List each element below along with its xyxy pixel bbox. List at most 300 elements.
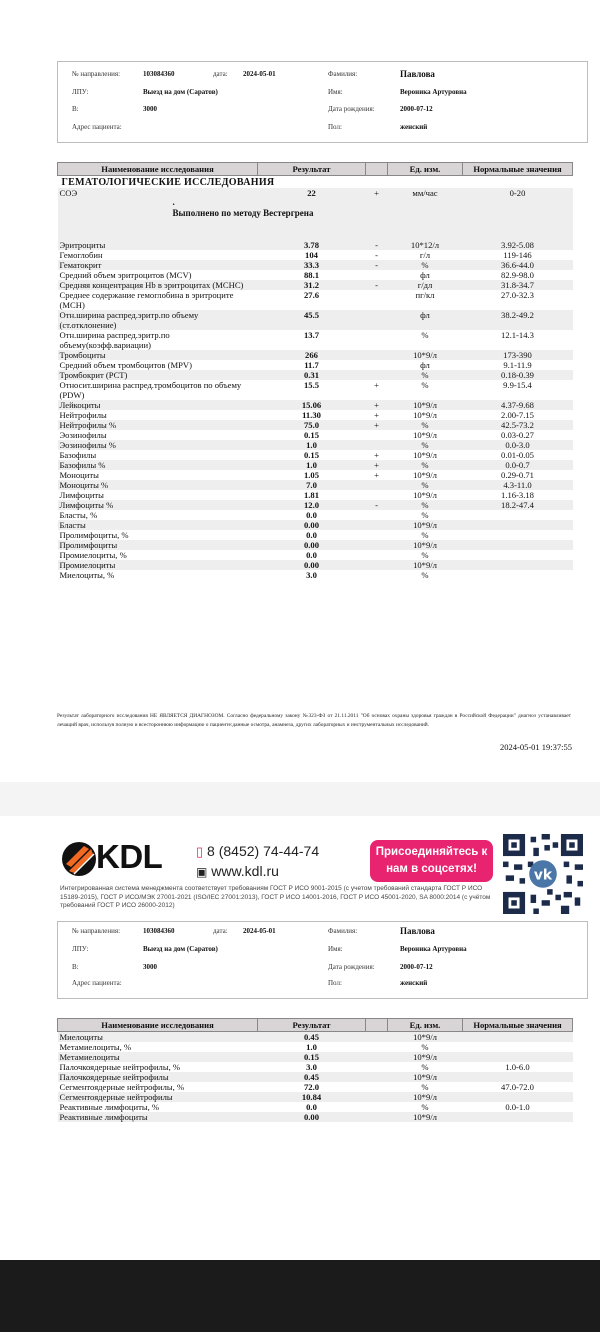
table-row bbox=[58, 360, 573, 370]
row-result: 0.00 bbox=[258, 560, 366, 570]
col-flag-header bbox=[366, 1019, 388, 1032]
row-flag bbox=[366, 310, 388, 330]
section-title-row bbox=[58, 176, 573, 189]
table-row bbox=[58, 480, 573, 490]
col-units-header: Ед. изм. bbox=[388, 1019, 463, 1032]
table-row bbox=[58, 1072, 573, 1082]
table-row bbox=[58, 240, 573, 250]
table-row bbox=[58, 490, 573, 500]
row-name: Эозинофилы % bbox=[58, 440, 258, 450]
col-result-header: Результат bbox=[258, 163, 366, 176]
kdl-logo-icon bbox=[60, 840, 98, 878]
row-norm: 18.2-47.4 bbox=[463, 500, 573, 510]
page-gap bbox=[0, 782, 600, 816]
table-row bbox=[58, 370, 573, 380]
row-units: % bbox=[421, 1082, 429, 1092]
row-norm: 38.2-49.2 bbox=[463, 310, 573, 330]
row-flag bbox=[366, 370, 388, 380]
sex-value: женский bbox=[400, 123, 428, 131]
row-flag bbox=[366, 510, 388, 520]
row-name: Бласты bbox=[58, 520, 258, 530]
table-row bbox=[58, 550, 573, 560]
table-row bbox=[58, 290, 573, 310]
table-row bbox=[58, 530, 573, 540]
table-row bbox=[58, 1092, 573, 1102]
table-header-row bbox=[58, 163, 573, 176]
row-flag: + bbox=[374, 380, 379, 390]
row-units: % bbox=[421, 380, 429, 390]
row-flag: + bbox=[374, 410, 379, 420]
referral-value: 103084360 bbox=[143, 70, 175, 78]
row-name: Средний объем эритроцитов (MCV) bbox=[59, 270, 192, 280]
patient-info-box bbox=[57, 61, 588, 143]
row-norm bbox=[463, 550, 573, 560]
v-label: В: bbox=[72, 963, 79, 971]
row-flag: + bbox=[374, 450, 379, 460]
phone-line[interactable] bbox=[196, 843, 319, 860]
surname-value: Павлова bbox=[400, 926, 435, 936]
row-norm: 173-390 bbox=[463, 350, 573, 360]
row-result: 45.5 bbox=[258, 310, 366, 330]
row-flag bbox=[366, 1062, 388, 1072]
table-row bbox=[58, 470, 573, 480]
row-name: Тромбоциты bbox=[58, 350, 258, 360]
row-units: % bbox=[388, 500, 463, 510]
row-flag bbox=[366, 330, 388, 350]
address-label: Адрес пациента: bbox=[72, 123, 122, 131]
row-name: Средний объем тромбоцитов (MPV) bbox=[59, 360, 192, 370]
row-units: мм/час bbox=[388, 188, 463, 198]
row-units: 10*9/л bbox=[388, 1032, 463, 1043]
row-result: 11.7 bbox=[304, 360, 319, 370]
row-result: 33.3 bbox=[258, 260, 366, 270]
date-label: дата: bbox=[213, 70, 228, 78]
row-norm: 12.1-14.3 bbox=[501, 330, 534, 340]
row-units: % bbox=[388, 420, 463, 430]
monitor-icon: ▣ bbox=[196, 865, 208, 879]
row-result: 3.0 bbox=[306, 1062, 317, 1072]
surname-label: Фамилия: bbox=[328, 927, 358, 935]
row-norm: 42.5-73.2 bbox=[463, 420, 573, 430]
surname-label: Фамилия: bbox=[328, 70, 358, 78]
row-flag bbox=[366, 560, 388, 570]
row-result: 104 bbox=[305, 250, 318, 260]
row-result: 0.00 bbox=[258, 1112, 366, 1122]
row-result: 1.81 bbox=[303, 490, 320, 500]
row-result: 1.05 bbox=[303, 470, 320, 480]
disclaimer: Результат лабораторного исследования НЕ ЯВЛЯЕТСЯ ДИАГНОЗОМ. Согласно федеральному закону №323-ФЗ от 21.11.2011 "Об основах охраны здоровья граждан в Российской Федерации" диагноз устанавливает лечащий врач, используя полную и всестороннюю информацию о пациенте:данные осмотра, анамнеза, других лабораторных и инструментальных исследований. bbox=[57, 713, 571, 728]
row-units: % bbox=[421, 570, 429, 580]
name-value: Вероника Артуровна bbox=[400, 945, 467, 953]
row-units: 10*9/л bbox=[388, 1072, 463, 1082]
row-units: 10*9/л bbox=[388, 1112, 463, 1122]
table-row bbox=[58, 420, 573, 430]
row-units: фл bbox=[388, 310, 463, 330]
row-flag bbox=[366, 350, 388, 360]
date-value: 2024-05-01 bbox=[243, 70, 276, 78]
row-flag bbox=[366, 550, 388, 560]
table-row bbox=[58, 260, 573, 270]
row-name: Тромбокрит (PCT) bbox=[58, 370, 258, 380]
sex-label: Пол: bbox=[328, 979, 342, 987]
row-flag: + bbox=[374, 470, 379, 480]
row-name: Базофилы % bbox=[58, 460, 258, 470]
row-units: 10*9/л bbox=[388, 1052, 463, 1062]
row-name: Пролимфоциты, % bbox=[59, 530, 129, 540]
row-name: Гематокрит bbox=[58, 260, 258, 270]
row-result: 0.31 bbox=[258, 370, 366, 380]
row-norm: 47.0-72.0 bbox=[501, 1082, 534, 1092]
row-result: 0.00 bbox=[258, 520, 366, 530]
patient-info-box-2 bbox=[57, 921, 588, 999]
row-result: 15.5 bbox=[303, 380, 320, 390]
row-norm: 0.0-0.7 bbox=[463, 460, 573, 470]
col-name-header: Наименование исследования bbox=[58, 1019, 258, 1032]
row-name: Палочкоядерные нейтрофилы, % bbox=[59, 1062, 181, 1072]
row-result: 11.30 bbox=[302, 410, 321, 420]
row-name: Метамиелоциты bbox=[58, 1052, 258, 1062]
row-norm: 0.03-0.27 bbox=[501, 430, 534, 440]
table-row bbox=[58, 500, 573, 510]
row-norm: 1.0-6.0 bbox=[505, 1062, 530, 1072]
row-units: % bbox=[421, 330, 429, 340]
col-units-header: Ед. изм. bbox=[388, 163, 463, 176]
row-name: Миелоциты bbox=[58, 1032, 258, 1043]
table-row bbox=[58, 380, 573, 400]
row-result: 0.0 bbox=[306, 1102, 317, 1112]
col-norm-header: Нормальные значения bbox=[463, 1019, 573, 1032]
row-result: 15.06 bbox=[258, 400, 366, 410]
row-flag: - bbox=[375, 250, 378, 260]
referral-label: № направления: bbox=[72, 927, 121, 935]
table-row bbox=[58, 520, 573, 530]
row-result: 0.15 bbox=[258, 1052, 366, 1062]
table-row bbox=[58, 250, 573, 260]
row-norm: 0-20 bbox=[463, 188, 573, 198]
surname-value: Павлова bbox=[400, 69, 435, 79]
row-name: Базофилы bbox=[59, 450, 97, 460]
row-name: Бласты, % bbox=[59, 510, 98, 520]
row-result: 0.00 bbox=[258, 540, 366, 550]
row-flag bbox=[366, 1112, 388, 1122]
row-name: Среднее содержание гемоглобина в эритроците (MCH) bbox=[59, 290, 234, 310]
date-label: дата: bbox=[213, 927, 228, 935]
row-units: 10*9/л bbox=[388, 400, 463, 410]
row-flag bbox=[366, 480, 388, 490]
row-norm: 3.92-5.08 bbox=[463, 240, 573, 250]
row-units: фл bbox=[420, 270, 430, 280]
row-norm: 0.01-0.05 bbox=[501, 450, 534, 460]
table-row bbox=[58, 1042, 573, 1052]
row-name: СОЭ bbox=[58, 188, 258, 198]
row-result: 31.2 bbox=[258, 280, 366, 290]
row-name: Относит.ширина распред.тромбоцитов по объему (PDW) bbox=[59, 380, 242, 400]
row-result: 13.7 bbox=[303, 330, 320, 340]
row-norm bbox=[463, 1112, 573, 1122]
table-row bbox=[58, 1062, 573, 1072]
row-units: % bbox=[388, 370, 463, 380]
row-units: % bbox=[421, 1042, 429, 1052]
row-norm bbox=[463, 1092, 573, 1102]
row-norm: 9.1-11.9 bbox=[503, 360, 532, 370]
row-units: 10*9/л bbox=[388, 520, 463, 530]
row-flag bbox=[366, 1032, 388, 1043]
app-bottom-bar bbox=[0, 1260, 600, 1332]
row-name: Лимфоциты bbox=[59, 490, 104, 500]
row-name: Нейтрофилы bbox=[59, 410, 107, 420]
lpu-label: ЛПУ: bbox=[72, 945, 89, 953]
row-name: Отн.ширина распред.эритр.по объему (ст.отклонение) bbox=[58, 310, 258, 330]
v-value: 3000 bbox=[143, 963, 157, 971]
row-flag bbox=[366, 360, 388, 370]
row-name: Моноциты bbox=[59, 470, 99, 480]
table-row bbox=[58, 450, 573, 460]
row-name: Моноциты % bbox=[58, 480, 258, 490]
row-units: 10*9/л bbox=[413, 410, 437, 420]
website-url: www.kdl.ru bbox=[211, 863, 279, 879]
row-units: 10*9/л bbox=[413, 430, 437, 440]
row-name: Эритроциты bbox=[58, 240, 258, 250]
row-name: Лейкоциты bbox=[58, 400, 258, 410]
row-units: фл bbox=[420, 360, 430, 370]
row-result: 88.1 bbox=[303, 270, 320, 280]
name-value: Вероника Артуровна bbox=[400, 88, 467, 96]
brand-name: KDL bbox=[96, 838, 163, 875]
row-result: 0.0 bbox=[306, 530, 317, 540]
row-flag bbox=[366, 540, 388, 550]
svg-text:vk: vk bbox=[533, 867, 553, 884]
sex-label: Пол: bbox=[328, 123, 342, 131]
row-result: 22 bbox=[258, 188, 366, 198]
row-result: 12.0 bbox=[258, 500, 366, 510]
row-norm: 4.37-9.68 bbox=[463, 400, 573, 410]
row-norm: 2.00-7.15 bbox=[501, 410, 534, 420]
row-units: % bbox=[388, 460, 463, 470]
table-row bbox=[58, 1082, 573, 1092]
col-name-header: Наименование исследования bbox=[58, 163, 258, 176]
row-flag bbox=[366, 1072, 388, 1082]
table-row bbox=[58, 270, 573, 280]
row-name: Миелоциты, % bbox=[59, 570, 115, 580]
row-norm: 31.8-34.7 bbox=[463, 280, 573, 290]
row-flag bbox=[366, 520, 388, 530]
table-row bbox=[58, 430, 573, 440]
table-row bbox=[58, 1102, 573, 1112]
birth-label: Дата рождения: bbox=[328, 105, 375, 113]
table-row bbox=[58, 350, 573, 360]
row-flag bbox=[366, 290, 388, 310]
row-norm bbox=[463, 1072, 573, 1082]
results-table-1 bbox=[57, 162, 573, 580]
row-flag: - bbox=[366, 500, 388, 510]
row-name: Отн.ширина распред.эритр.по объему(коэфф.вариации) bbox=[59, 330, 170, 350]
row-result: 0.45 bbox=[258, 1032, 366, 1043]
row-units: 10*9/л bbox=[388, 560, 463, 570]
table-row bbox=[58, 570, 573, 580]
row-flag: - bbox=[366, 280, 388, 290]
row-norm: 9.9-15.4 bbox=[503, 380, 532, 390]
row-norm bbox=[463, 1052, 573, 1062]
row-name: Реактивные лимфоциты bbox=[58, 1112, 258, 1122]
row-result: 0.45 bbox=[258, 1072, 366, 1082]
v-label: В: bbox=[72, 105, 79, 113]
row-flag bbox=[366, 1042, 388, 1052]
row-norm bbox=[463, 560, 573, 570]
row-name: Сегментоядерные нейтрофилы bbox=[58, 1092, 258, 1102]
timestamp: 2024-05-01 19:37:55 bbox=[499, 742, 572, 752]
birth-value: 2000-07-12 bbox=[400, 105, 433, 113]
row-norm: 36.6-44.0 bbox=[463, 260, 573, 270]
phone-icon: ▯ bbox=[196, 844, 204, 859]
row-norm: 119-146 bbox=[503, 250, 532, 260]
row-result: 72.0 bbox=[303, 1082, 320, 1092]
row-units: г/дл bbox=[388, 280, 463, 290]
referral-value: 103084360 bbox=[143, 927, 175, 935]
row-result: 3.0 bbox=[306, 570, 317, 580]
results-table-2 bbox=[57, 1018, 573, 1122]
row-result: 0.15 bbox=[303, 430, 320, 440]
col-norm-header: Нормальные значения bbox=[463, 163, 573, 176]
row-norm: 0.0-3.0 bbox=[463, 440, 573, 450]
table-row bbox=[58, 400, 573, 410]
row-norm: 27.0-32.3 bbox=[501, 290, 534, 300]
row-units: % bbox=[388, 440, 463, 450]
referral-label: № направления: bbox=[72, 70, 121, 78]
v-value: 3000 bbox=[143, 105, 157, 113]
row-name: Сегментоядерные нейтрофилы, % bbox=[59, 1082, 185, 1092]
name-label: Имя: bbox=[328, 88, 343, 96]
row-units: 10*9/л bbox=[388, 350, 463, 360]
row-name: Эозинофилы bbox=[59, 430, 107, 440]
row-flag bbox=[366, 1092, 388, 1102]
row-result: 0.0 bbox=[306, 510, 317, 520]
lpu-value: Выезд на дом (Саратов) bbox=[143, 945, 218, 953]
row-result: 1.0 bbox=[306, 1042, 317, 1052]
date-value: 2024-05-01 bbox=[243, 927, 276, 935]
row-norm: 0.29-0.71 bbox=[501, 470, 534, 480]
row-units: пг/кл bbox=[415, 290, 435, 300]
table-row bbox=[58, 510, 573, 520]
method-note-row bbox=[58, 198, 573, 240]
row-name: Палочкоядерные нейтрофилы bbox=[58, 1072, 258, 1082]
section-title: ГЕМАТОЛОГИЧЕСКИЕ ИССЛЕДОВАНИЯ bbox=[61, 177, 275, 188]
row-name: Гемоглобин bbox=[59, 250, 103, 260]
phone-number: 8 (8452) 74-44-74 bbox=[207, 843, 320, 859]
row-name: Промиелоциты bbox=[58, 560, 258, 570]
row-flag bbox=[366, 440, 388, 450]
row-flag: - bbox=[366, 240, 388, 250]
row-norm bbox=[463, 1042, 573, 1052]
lpu-value: Выезд на дом (Саратов) bbox=[143, 88, 218, 96]
table-row bbox=[58, 330, 573, 350]
row-norm: 0.18-0.39 bbox=[463, 370, 573, 380]
row-result: 10.84 bbox=[258, 1092, 366, 1102]
row-result: 0.0 bbox=[306, 550, 317, 560]
row-name: Средняя концентрация Hb в эритроцитах (MCHC) bbox=[58, 280, 258, 290]
birth-value: 2000-07-12 bbox=[400, 963, 433, 971]
row-units: 10*9/л bbox=[413, 470, 437, 480]
iso-certification-text: Интегрированная система менеджмента соответствует требованиям ГОСТ Р ИСО 9001-2015 (с учетом требований стандарта ГОСТ Р ИСО 15189-2015), ГОСТ Р ИСО/МЭК 27001-2021 (ISO/IEC 27001:2013), ГОСТ Р ИСО 14001-2016, ГОСТ Р ИСО 45001-2020, SA 8000:2014 (с учётом требований ГОСТ Р ИСО 26000-2012) bbox=[60, 885, 491, 910]
row-flag bbox=[366, 490, 388, 500]
table-row bbox=[58, 410, 573, 420]
row-flag bbox=[366, 1052, 388, 1062]
row-flag bbox=[366, 430, 388, 440]
col-result-header: Результат bbox=[258, 1019, 366, 1032]
row-name: Пролимфоциты bbox=[58, 540, 258, 550]
row-name: Нейтрофилы % bbox=[58, 420, 258, 430]
row-flag bbox=[366, 530, 388, 540]
social-banner[interactable]: Присоединяйтесь к нам в соцсетях! bbox=[370, 840, 493, 882]
row-name: Промиелоциты, % bbox=[59, 550, 127, 560]
table-row bbox=[58, 310, 573, 330]
row-units: % bbox=[421, 510, 429, 520]
row-result: 266 bbox=[258, 350, 366, 360]
row-norm bbox=[463, 570, 573, 580]
name-label: Имя: bbox=[328, 945, 343, 953]
row-result: 1.0 bbox=[258, 440, 366, 450]
row-flag bbox=[366, 270, 388, 280]
qr-code-icon[interactable] bbox=[503, 834, 583, 914]
table-header-row bbox=[58, 1019, 573, 1032]
table-row bbox=[58, 440, 573, 450]
lpu-label: ЛПУ: bbox=[72, 88, 89, 96]
row-result: 75.0 bbox=[258, 420, 366, 430]
row-norm bbox=[463, 520, 573, 530]
table-row bbox=[58, 1032, 573, 1043]
sex-value: женский bbox=[400, 979, 428, 987]
table-row bbox=[58, 540, 573, 550]
row-units: % bbox=[421, 1062, 429, 1072]
website-line[interactable] bbox=[196, 863, 279, 879]
row-norm: 0.0-1.0 bbox=[505, 1102, 530, 1112]
row-norm bbox=[463, 1032, 573, 1043]
row-norm: 1.16-3.18 bbox=[501, 490, 534, 500]
row-norm bbox=[463, 510, 573, 520]
table-row bbox=[58, 280, 573, 290]
method-dot: . bbox=[172, 197, 175, 207]
row-units: 10*9/л bbox=[388, 1092, 463, 1102]
row-flag: + bbox=[366, 188, 388, 198]
col-flag-header bbox=[366, 163, 388, 176]
row-result: 0.15 bbox=[303, 450, 320, 460]
row-result: 7.0 bbox=[258, 480, 366, 490]
row-units: % bbox=[388, 480, 463, 490]
row-norm: 82.9-98.0 bbox=[501, 270, 534, 280]
row-flag: + bbox=[366, 400, 388, 410]
row-units: 10*12/л bbox=[388, 240, 463, 250]
row-units: 10*9/л bbox=[388, 540, 463, 550]
method-note: Выполнено по методу Вестергрена bbox=[172, 208, 314, 218]
row-units: % bbox=[421, 1102, 429, 1112]
birth-label: Дата рождения: bbox=[328, 963, 375, 971]
row-norm bbox=[463, 540, 573, 550]
row-units: % bbox=[421, 530, 429, 540]
row-units: 10*9/л bbox=[413, 490, 437, 500]
table-row bbox=[58, 560, 573, 570]
row-flag: - bbox=[366, 260, 388, 270]
row-name: Лимфоциты % bbox=[58, 500, 258, 510]
row-name: Метамиелоциты, % bbox=[59, 1042, 132, 1052]
table-row bbox=[58, 1052, 573, 1062]
row-flag: + bbox=[366, 420, 388, 430]
row-norm bbox=[463, 530, 573, 540]
row-result: 27.6 bbox=[303, 290, 320, 300]
row-norm: 4.3-11.0 bbox=[463, 480, 573, 490]
row-flag bbox=[366, 570, 388, 580]
row-units: % bbox=[421, 550, 429, 560]
row-units: 10*9/л bbox=[413, 450, 437, 460]
table-row bbox=[58, 460, 573, 470]
